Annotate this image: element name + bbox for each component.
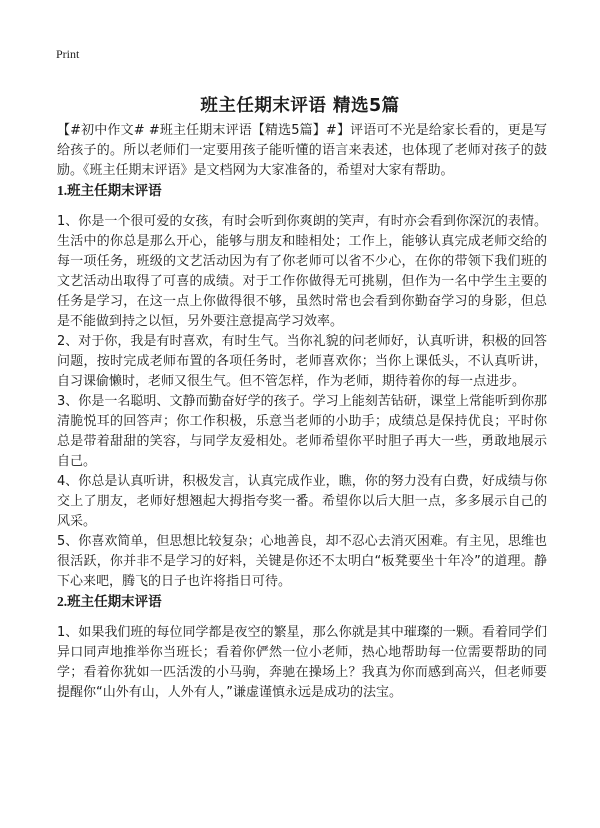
section-heading: 2.班主任期末评语 [57, 594, 162, 609]
comment-paragraph: 2、对于你，我是有时喜欢，有时生气。当你礼貌的问老师好，认真听讲，积极的回答问题，按时完成老师布置的各项任务时，老师喜欢你；当你上课低头，不认真听讲，自习课偷懒时，老师又很生气。但不管怎样，作为老师，期待着你的每一点进步。 [57, 334, 547, 389]
comment-paragraph: 1、你是一个很可爱的女孩，有时会听到你爽朗的笑声，有时亦会看到你深沉的表情。生活中的你总是那么开心，能够与朋友和睦相处；工作上，能够认真完成老师交给的每一项任务，班级的文艺活动因为有了你老师可以省不少心，在你的带领下我们班的文艺活动出取得了可喜的成绩。对于工作你做得无可挑剔，但作为一名中学生主要的任务是学习，在这一点上你做得很不够，虽然时常也会看到你勤奋学习的身影，但总是不能做到持之以恒，另外要注意提高学习效率。 [57, 214, 547, 329]
comment-paragraph: 3、你是一名聪明、文静而勤奋好学的孩子。学习上能刻苦钻研，课堂上常能听到你那清脆悦耳的回答声；你工作积极，乐意当老师的小助手；成绩总是保持优良；平时你总是带着甜甜的笑容，与同学友爱相处。老师希望你平时胆子再大一些，勇敢地展示自己。 [57, 394, 547, 469]
section-2 [57, 592, 547, 703]
article-body [57, 121, 547, 703]
section-1 [57, 181, 547, 592]
comment-paragraph: 5、你喜欢简单，但思想比较复杂；心地善良，却不忍心去消灭困难。有主见，思维也很活跃，你并非不是学习的好料，关键是你还不太明白“板凳要坐十年冷”的道理。静下心来吧，腾飞的日子也许将指日可待。 [57, 534, 547, 589]
print-link[interactable]: Print [56, 47, 80, 61]
page-title: 班主任期末评语 精选5篇 [200, 95, 400, 116]
comment-paragraph: 1、如果我们班的每位同学都是夜空的繁星，那么你就是其中璀璨的一颗。看着同学们异口同声地推举你当班长；看着你俨然一位小老师，热心地帮助每一位需要帮助的同学；看着你犹如一匹活泼的小马驹，奔驰在操场上？我真为你而感到高兴，但老师要提醒你“山外有山，人外有人，”谦虚谨慎永远是成功的法宝。 [57, 625, 547, 700]
comment-paragraph: 4、你总是认真听讲，积极发言，认真完成作业，瞧，你的努力没有白费，好成绩与你交上了朋友，老师好想翘起大拇指夸奖一番。希望你以后大胆一点，多多展示自己的风采。 [57, 474, 547, 529]
section-heading: 1.班主任期末评语 [57, 183, 162, 198]
intro-paragraph: 【#初中作文# #班主任期末评语【精选5篇】#】评语可不光是给家长看的，更是写给孩子的。所以老师们一定要用孩子能听懂的语言来表述，也体现了老师对孩子的鼓励。《班主任期末评语》是文档网为大家准备的，希望对大家有帮助。 [57, 123, 547, 178]
